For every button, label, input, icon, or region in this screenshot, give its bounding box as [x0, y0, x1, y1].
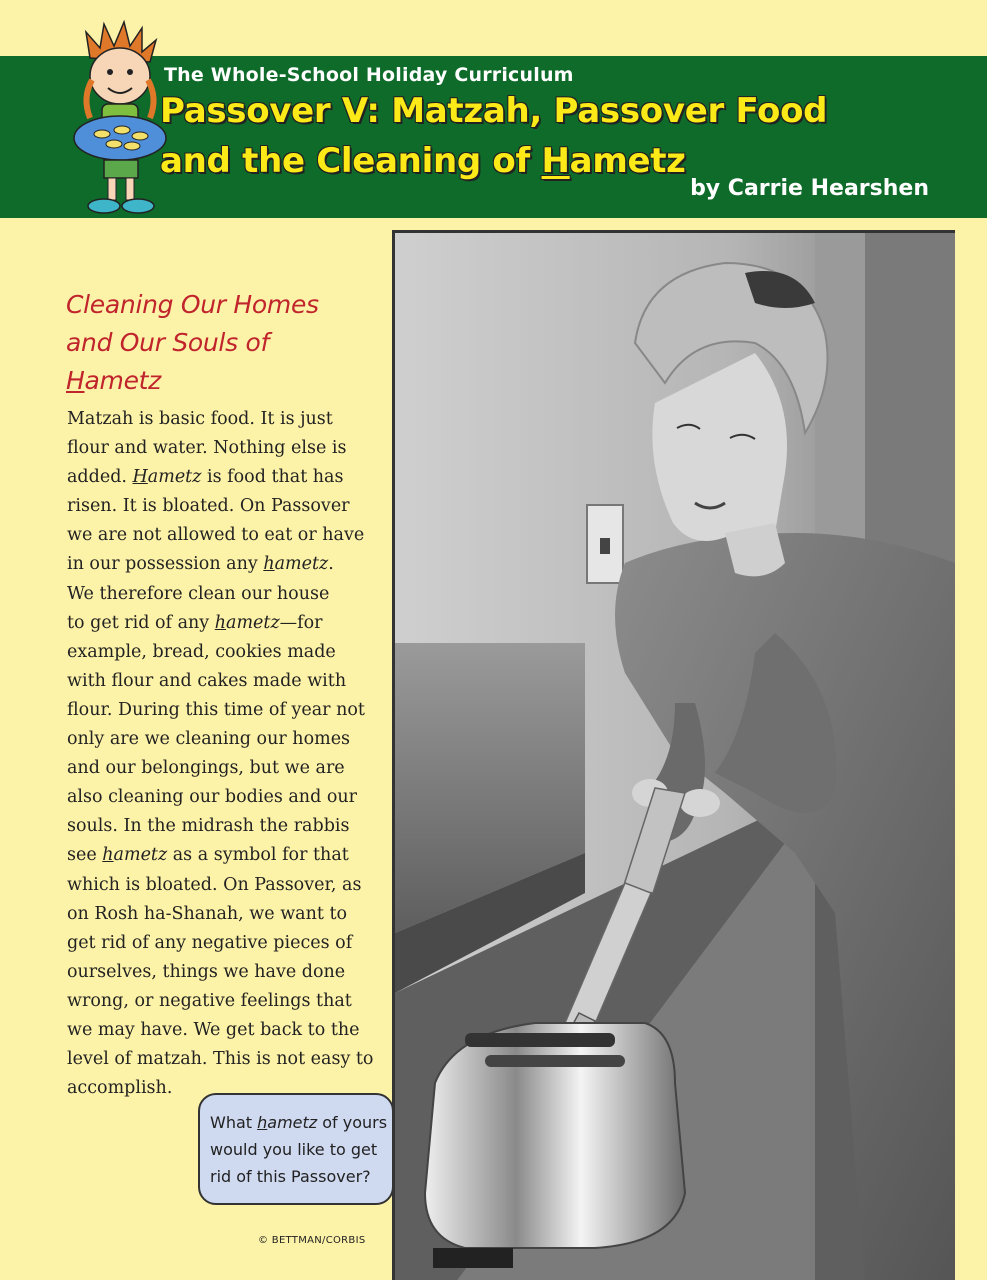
heading-line-3-end: ametz — [84, 366, 161, 395]
body-line: souls. In the midrash the rabbis — [67, 816, 350, 837]
series-title: The Whole-School Holiday Curriculum — [164, 64, 574, 86]
body-line: added. Hametz is food that has — [67, 467, 344, 488]
title-underlined-letter: H — [541, 141, 570, 181]
callout-line: rid of this Passover? — [210, 1167, 371, 1186]
article-body — [67, 405, 385, 1103]
body-line: ourselves, things we have done — [67, 961, 346, 982]
body-line: wrong, or negative feelings that — [67, 990, 352, 1011]
body-line: Matzah is basic food. It is just — [67, 409, 333, 429]
title-line-1: Passover V: Matzah, Passover Food — [160, 91, 828, 131]
title-line-2-text: and the Cleaning of — [160, 141, 542, 181]
body-line: which is bloated. On Passover, as — [67, 874, 362, 895]
body-line: level of matzah. This is not easy to — [67, 1049, 374, 1070]
body-line: We therefore clean our house — [67, 583, 330, 604]
emphasized-term: hametz — [263, 554, 329, 575]
body-line: and our belongings, but we are — [67, 758, 345, 779]
body-line: see hametz as a symbol for that — [67, 845, 349, 866]
emphasized-term: Hametz — [132, 467, 202, 488]
emphasized-term: hametz — [214, 612, 280, 633]
question-callout — [198, 1093, 394, 1205]
callout-line: would you like to get — [210, 1140, 378, 1159]
body-line: in our possession any hametz. — [67, 554, 334, 575]
heading-line-3 — [66, 362, 366, 400]
body-line: on Rosh ha-Shanah, we want to — [67, 903, 348, 924]
callout-line: What hametz of yours — [210, 1113, 388, 1132]
body-line: we are not allowed to eat or have — [67, 525, 365, 546]
heading-underlined-letter: H — [66, 366, 85, 395]
body-line: to get rid of any hametz—for — [67, 612, 323, 633]
body-line: example, bread, cookies made — [67, 641, 336, 662]
body-line: risen. It is bloated. On Passover — [67, 496, 350, 517]
article-heading — [66, 286, 366, 400]
body-line: with flour and cakes made with — [67, 670, 347, 691]
emphasized-term: hametz — [257, 1113, 318, 1132]
heading-line-1: Cleaning Our Homes — [66, 290, 319, 319]
body-line: we may have. We get back to the — [67, 1019, 360, 1040]
emphasized-term: hametz — [102, 845, 168, 866]
heading-line-2: and Our Souls of — [66, 328, 269, 357]
page-title — [160, 86, 827, 186]
body-line: accomplish. — [67, 1078, 173, 1099]
body-line: only are we cleaning our homes — [67, 729, 351, 750]
body-line: also cleaning our bodies and our — [67, 787, 358, 808]
body-line: get rid of any negative pieces of — [67, 932, 353, 953]
author-byline: by Carrie Hearshen — [690, 176, 929, 201]
title-line-2-end: ametz — [569, 141, 686, 181]
photo-credit: © BETTMAN/CORBIS — [258, 1235, 366, 1246]
body-line: flour. During this time of year not — [67, 699, 365, 720]
photo-woman-vacuuming-toaster — [392, 230, 955, 1280]
body-line: flour and water. Nothing else is — [67, 438, 347, 459]
photo-illustration — [395, 233, 955, 1280]
